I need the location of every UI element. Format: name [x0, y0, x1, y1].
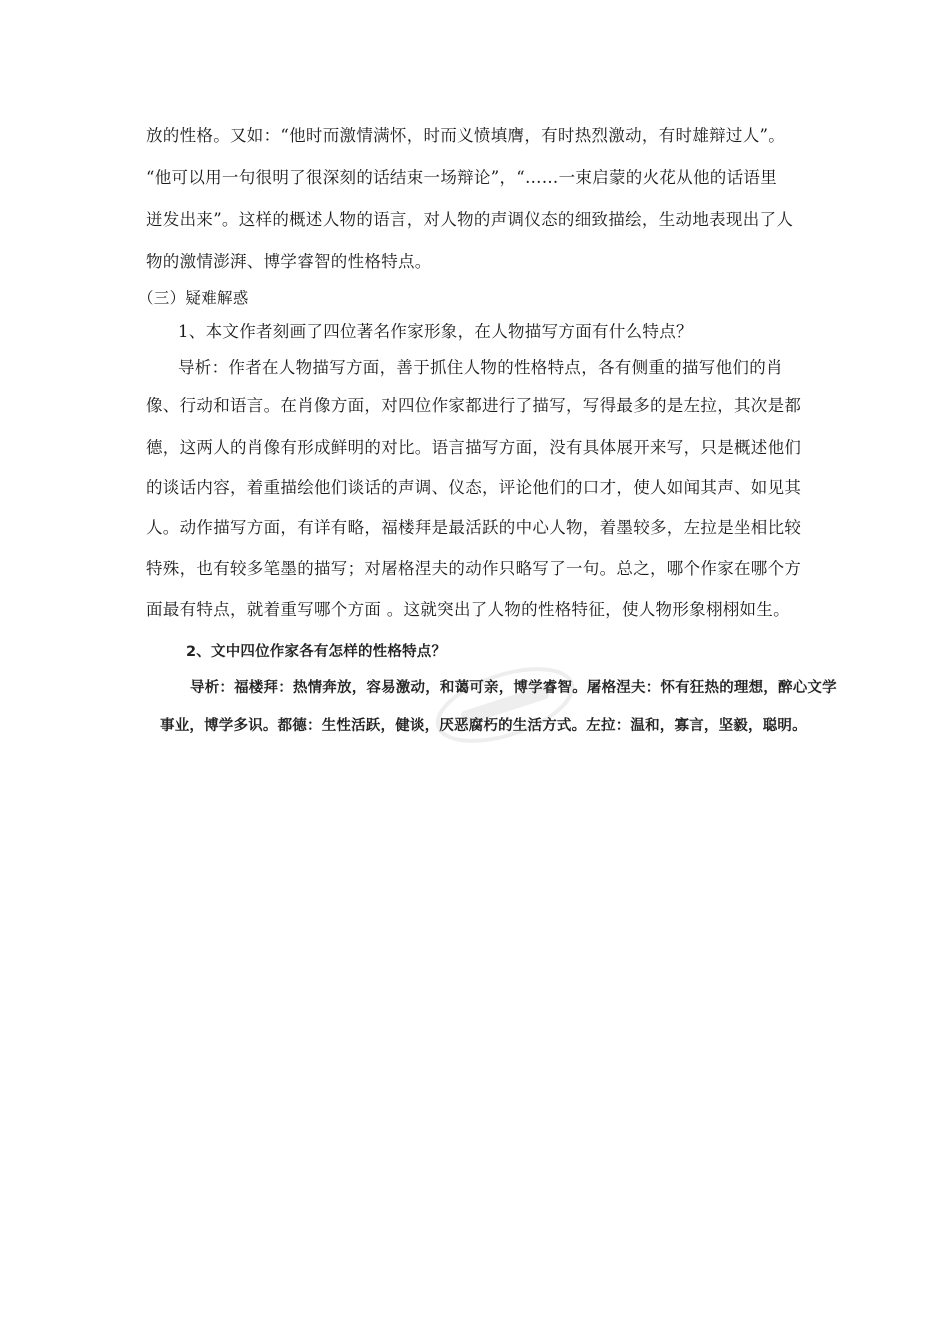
answer-2-line: 导析：福楼拜：热情奔放，容易激动，和蔼可亲，博学睿智。屠格涅夫：怀有狂热的理想，醉心文学: [190, 680, 837, 696]
question-2: 2、文中四位作家各有怎样的性格特点？: [186, 644, 447, 660]
paragraph-line: 放的性格。又如：“他时而激情满怀，时而义愤填膺，有时热烈激动，有时雄辩过人”。: [146, 126, 786, 145]
answer-1-line: 像、行动和语言。在肖像方面，对四位作家都进行了描写，写得最多的是左拉，其次是都: [146, 396, 802, 415]
answer-1-line: 特殊，也有较多笔墨的描写；对屠格涅夫的动作只略写了一句。总之，哪个作家在哪个方: [146, 559, 802, 578]
question-1: 1、本文作者刻画了四位著名作家形象，在人物描写方面有什么特点？: [178, 322, 693, 341]
answer-1-line: 导析：作者在人物描写方面，善于抓住人物的性格特点，各有侧重的描写他们的肖: [178, 358, 783, 377]
answer-1-line: 面最有特点，就着重写哪个方面 。这就突出了人物的性格特征，使人物形象栩栩如生。: [146, 600, 790, 619]
paragraph-line: “他可以用一句很明了很深刻的话结束一场辩论”，“……一束启蒙的火花从他的话语里: [146, 168, 778, 187]
answer-1-line: 人。动作描写方面，有详有略，福楼拜是最活跃的中心人物，着墨较多，左拉是坐相比较: [146, 518, 802, 537]
answer-2-line: 事业，博学多识。都德：生性活跃，健谈，厌恶腐朽的生活方式。左拉：温和，寡言，坚毅，聪明。: [160, 718, 807, 734]
paragraph-line: 物的激情澎湃、博学睿智的性格特点。: [146, 252, 432, 271]
answer-1-line: 德，这两人的肖像有形成鲜明的对比。语言描写方面，没有具体展开来写，只是概述他们: [146, 438, 802, 457]
paragraph-line: 迸发出来”。这样的概述人物的语言，对人物的声调仪态的细致描绘，生动地表现出了人: [146, 210, 794, 229]
section-heading: （三）疑难解惑: [138, 289, 249, 307]
answer-1-line: 的谈话内容，着重描绘他们谈话的声调、仪态，评论他们的口才，使人如闻其声、如见其: [146, 478, 802, 497]
watermark-icon: [420, 650, 590, 760]
